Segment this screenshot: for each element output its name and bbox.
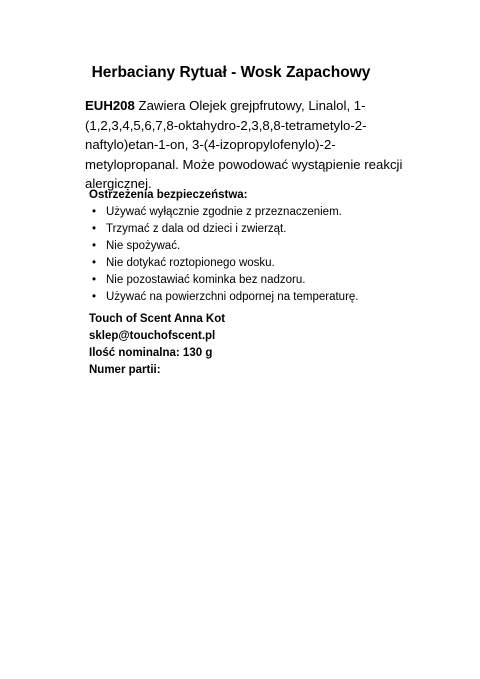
warnings-heading: Ostrzeżenia bezpieczeństwa: [89,189,248,201]
bullet-icon: • [92,274,97,286]
warning-item-text: Trzymać z dala od dzieci i zwierząt. [106,223,287,235]
company-name: Touch of Scent Anna Kot [89,313,226,325]
warning-item-text: Używać na powierzchni odpornej na temperaturę. [106,291,359,303]
warning-item [89,221,439,238]
warning-item [89,272,439,289]
document-title: Herbaciany Rytuał - Wosk Zapachowy [91,64,371,81]
warning-item [89,255,439,272]
hazard-code: EUH208 [85,98,135,113]
warnings-list [89,204,439,306]
contact-block [89,311,225,379]
bullet-icon: • [92,257,97,269]
warning-item-text: Nie pozostawiać kominka bez nadzoru. [106,274,306,286]
nominal-quantity: Ilość nominalna: 130 g [89,347,213,359]
batch-number: Numer partii: [89,364,161,376]
bullet-icon: • [92,291,97,303]
warning-item-text: Nie spożywać. [106,240,181,252]
warning-item [89,204,439,221]
hazard-text: Zawiera Olejek grejpfrutowy, Linalol, 1-(1,2,3,4,5,6,7,8-oktahydro-2,3,8,8-tetrametylo-2-naftylo)etan-1-on, 3-(4-izopropylofenylo)-2-metylopropanal. Może powodować wystąpienie reakcji alergicznej. [85,98,403,191]
warning-item [89,238,439,255]
warning-item-text: Używać wyłącznie zgodnie z przeznaczeniem. [106,206,342,218]
bullet-icon: • [92,240,97,252]
bullet-icon: • [92,206,97,218]
hazard-statement [85,96,405,194]
warning-item-text: Nie dotykać roztopionego wosku. [106,257,275,269]
contact-email: sklep@touchofscent.pl [89,330,216,342]
warning-item [89,289,439,306]
bullet-icon: • [92,223,97,235]
